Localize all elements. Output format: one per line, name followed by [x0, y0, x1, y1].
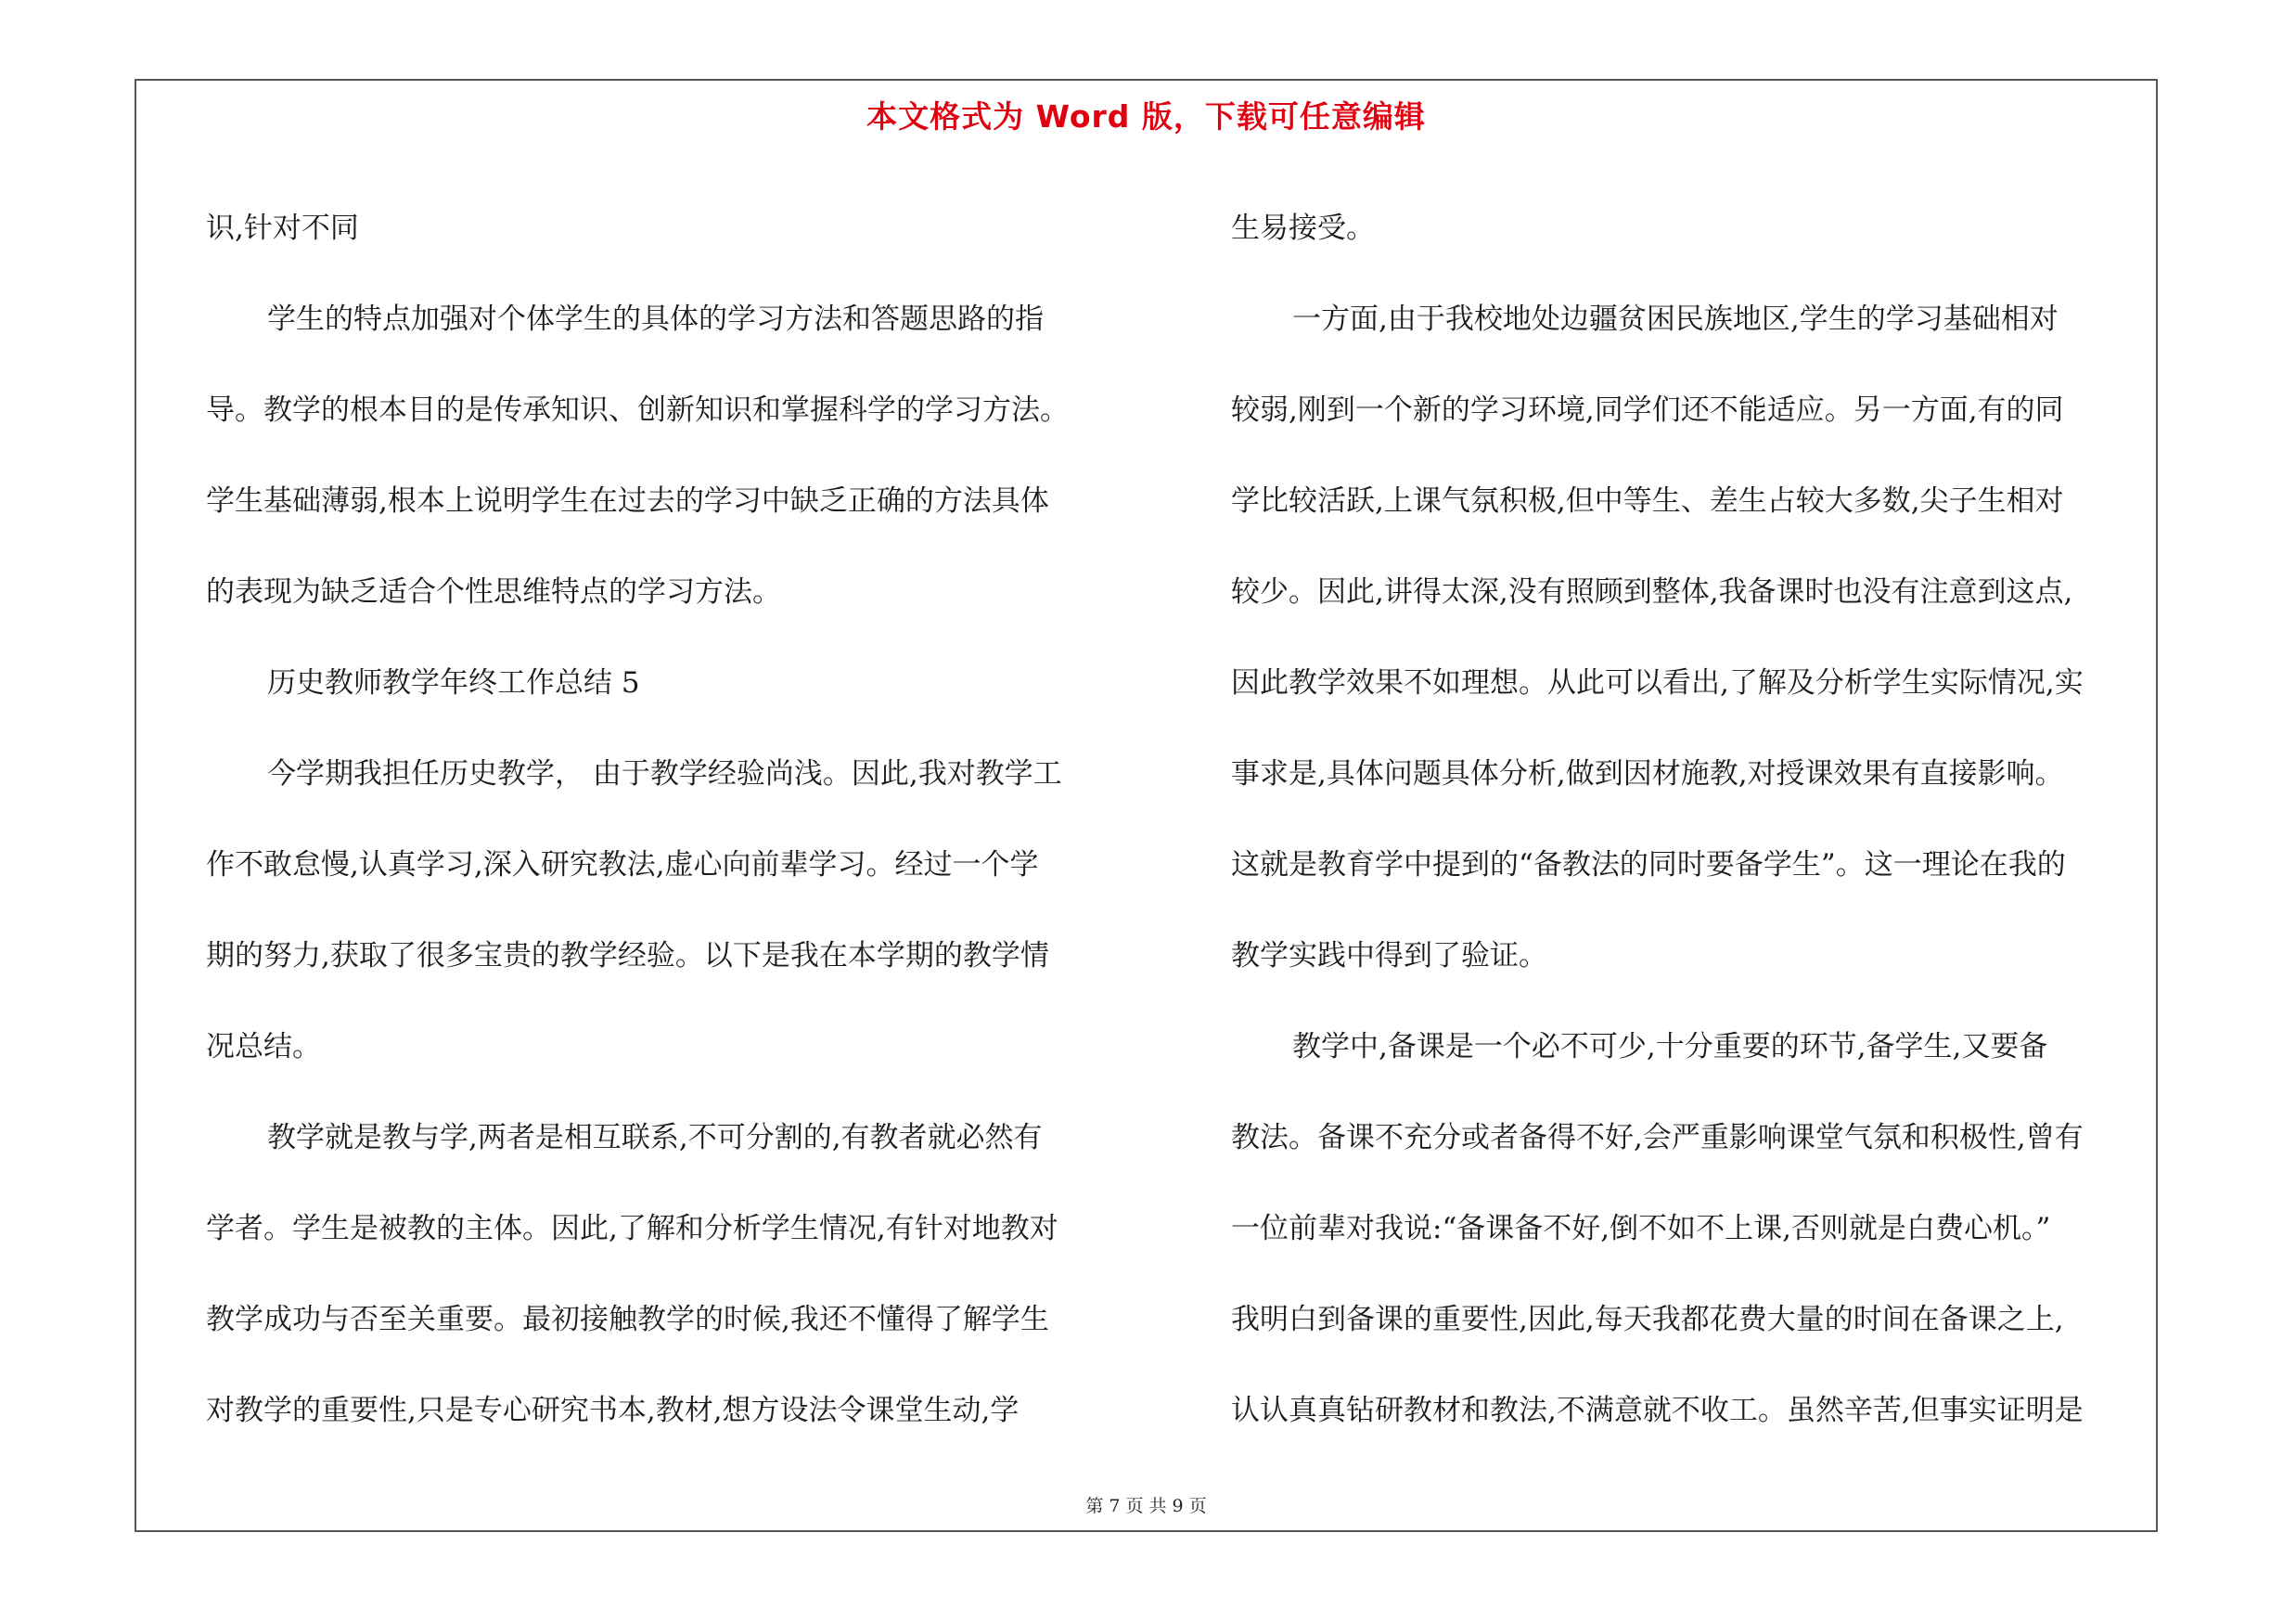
- text-line: 教学实践中得到了验证。: [1231, 939, 1547, 973]
- text-line: 导。教学的根本目的是传承知识、创新知识和掌握科学的学习方法。: [206, 393, 1069, 427]
- text-line: 教学就是教与学,两者是相互联系,不可分割的,有教者就必然有: [267, 1121, 1043, 1154]
- text-line: 对教学的重要性,只是专心研究书本,教材,想方设法令课堂生动,学: [206, 1394, 1020, 1427]
- text-line: 生易接受。: [1231, 212, 1375, 245]
- text-line: 教学中,备课是一个必不可少,十分重要的环节,备学生,又要备: [1292, 1030, 2048, 1063]
- left-column: [206, 183, 1152, 1456]
- page-frame: [135, 79, 2158, 1532]
- page-number: 第 7 页 共 9 页: [1085, 1496, 1207, 1516]
- text-line: 学生的特点加强对个体学生的具体的学习方法和答题思路的指: [267, 303, 1044, 336]
- right-column: [1231, 183, 2159, 1456]
- text-line: 教学成功与否至关重要。最初接触教学的时候,我还不懂得了解学生: [206, 1303, 1049, 1336]
- text-line: 一方面,由于我校地处边疆贫困民族地区,学生的学习基础相对: [1292, 303, 2059, 336]
- section-heading: 历史教师教学年终工作总结 5: [267, 666, 640, 700]
- text-line: 今学期我担任历史教学， 由于教学经验尚浅。因此,我对教学工: [267, 757, 1062, 791]
- page-header: 本文格式为 Word 版，下载可任意编辑: [866, 98, 1426, 135]
- text-line: 况总结。: [206, 1030, 321, 1063]
- text-line: 这就是教育学中提到的“备教法的同时要备学生”。这一理论在我的: [1231, 848, 2066, 882]
- text-line: 学者。学生是被教的主体。因此,了解和分析学生情况,有针对地教对: [206, 1212, 1058, 1245]
- text-line: 认认真真钻研教材和教法,不满意就不收工。虽然辛苦,但事实证明是: [1231, 1394, 2084, 1427]
- text-line: 学生基础薄弱,根本上说明学生在过去的学习中缺乏正确的方法具体: [206, 484, 1049, 518]
- text-line: 作不敢怠慢,认真学习,深入研究教法,虚心向前辈学习。经过一个学: [206, 848, 1039, 882]
- text-line: 事求是,具体问题具体分析,做到因材施教,对授课效果有直接影响。: [1231, 757, 2064, 791]
- text-line: 因此教学效果不如理想。从此可以看出,了解及分析学生实际情况,实: [1231, 666, 2084, 700]
- text-line: 教法。备课不充分或者备得不好,会严重影响课堂气氛和积极性,曾有: [1231, 1121, 2084, 1154]
- text-line: 一位前辈对我说:“备课备不好,倒不如不上课,否则就是白费心机。”: [1231, 1212, 2051, 1245]
- text-line: 学比较活跃,上课气氛积极,但中等生、差生占较大多数,尖子生相对: [1231, 484, 2064, 518]
- text-line: 较少。因此,讲得太深,没有照顾到整体,我备课时也没有注意到这点,: [1231, 575, 2073, 609]
- text-line: 识,针对不同: [206, 212, 359, 245]
- text-line: 期的努力,获取了很多宝贵的教学经验。以下是我在本学期的教学情: [206, 939, 1049, 973]
- text-line: 较弱,刚到一个新的学习环境,同学们还不能适应。另一方面,有的同: [1231, 393, 2064, 427]
- text-line: 的表现为缺乏适合个性思维特点的学习方法。: [206, 575, 781, 609]
- text-line: 我明白到备课的重要性,因此,每天我都花费大量的时间在备课之上,: [1231, 1303, 2064, 1336]
